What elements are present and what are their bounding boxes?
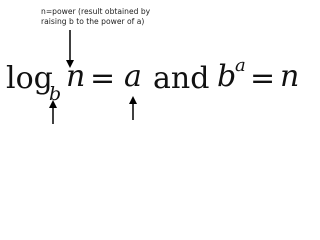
power-annotation-line1: n=power (result obtained by	[41, 7, 151, 16]
log-operator: log	[6, 61, 53, 96]
result-n: n	[280, 59, 300, 94]
power-base-b: b	[217, 59, 237, 94]
and-word: and	[153, 61, 210, 96]
equals-sign-1: =	[90, 61, 116, 96]
power-annotation-line2: raising b to the power of a)	[41, 17, 145, 26]
log-base-subscript: b	[49, 83, 62, 105]
power-exponent-a: a	[235, 55, 246, 76]
exponent-a: a	[124, 59, 142, 94]
log-argument-n: n	[66, 59, 86, 94]
equals-sign-2: =	[250, 61, 276, 96]
